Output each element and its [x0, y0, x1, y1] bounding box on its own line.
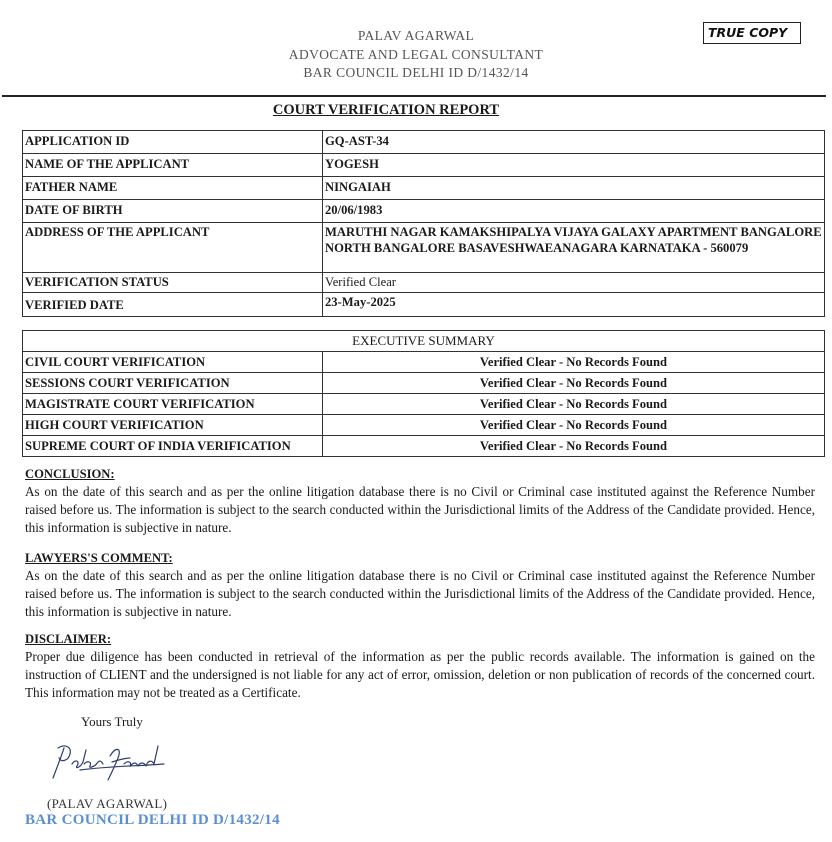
summary-result: Verified Clear - No Records Found	[323, 436, 825, 457]
table-row	[23, 436, 825, 457]
detail-label: VERIFIED DATE	[23, 293, 323, 317]
table-row	[23, 131, 825, 154]
report-title: COURT VERIFICATION REPORT	[272, 102, 500, 118]
summary-result: Verified Clear - No Records Found	[323, 373, 825, 394]
table-row	[23, 154, 825, 177]
advocate-designation: ADVOCATE AND LEGAL CONSULTANT	[288, 46, 544, 62]
table-row	[23, 373, 825, 394]
advocate-bar-id: BAR COUNCIL DELHI ID D/1432/14	[303, 65, 529, 80]
table-row	[23, 394, 825, 415]
detail-label: FATHER NAME	[23, 177, 323, 200]
detail-label: APPLICATION ID	[23, 131, 323, 154]
table-row	[23, 415, 825, 436]
summary-label: MAGISTRATE COURT VERIFICATION	[23, 394, 323, 415]
advocate-name: PALAV AGARWAL	[357, 28, 475, 43]
table-row	[23, 200, 825, 223]
disclaimer-section	[25, 630, 815, 702]
executive-summary-table	[22, 330, 825, 457]
table-row	[23, 352, 825, 373]
summary-result: Verified Clear - No Records Found	[323, 352, 825, 373]
summary-label: SESSIONS COURT VERIFICATION	[23, 373, 323, 394]
lawyers-comment-section	[25, 549, 815, 621]
detail-value: MARUTHI NAGAR KAMAKSHIPALYA VIJAYA GALAXY APARTMENT BANGALORE NORTH BANGALORE BASAVESHWAEANAGARA KARNATAKA - 560079	[323, 223, 825, 273]
summary-label: HIGH COURT VERIFICATION	[23, 415, 323, 436]
signatory-name: (PALAV AGARWAL)	[47, 796, 168, 811]
summary-result: Verified Clear - No Records Found	[323, 394, 825, 415]
detail-value: Verified Clear	[323, 273, 825, 293]
header-divider	[2, 95, 826, 97]
lawyers-comment-text: As on the date of this search and as per the online litigation database there is no Civil or Criminal case instituted against the Reference Number raised before us. The information is subject to the search conducted within the Jurisdictional limits of the Address of the Candidate provided. Hence, this information is subjective in nature.	[25, 568, 815, 619]
table-row	[23, 177, 825, 200]
disclaimer-text: Proper due diligence has been conducted in retrieval of the information as per the public records available. The information is gained on the instruction of CLIENT and the undersigned is not liable for any act of error, omission, deletion or non publication of records of the concerned court. This information may not be treated as a Certificate.	[25, 649, 815, 700]
conclusion-heading: CONCLUSION:	[25, 467, 115, 481]
detail-value: 23-May-2025	[323, 293, 825, 317]
disclaimer-heading: DISCLAIMER:	[25, 632, 112, 646]
closing-salutation: Yours Truly	[81, 714, 143, 729]
true-copy-stamp: TRUE COPY	[703, 22, 801, 44]
executive-summary-heading: EXECUTIVE SUMMARY	[23, 331, 825, 352]
handwritten-signature	[50, 736, 170, 786]
table-row	[23, 293, 825, 317]
detail-label: NAME OF THE APPLICANT	[23, 154, 323, 177]
detail-label: ADDRESS OF THE APPLICANT	[23, 223, 323, 273]
signatory-bar-id: BAR COUNCIL DELHI ID D/1432/14	[25, 812, 280, 828]
detail-value: GQ-AST-34	[323, 131, 825, 154]
table-row	[23, 331, 825, 352]
detail-value: 20/06/1983	[323, 200, 825, 223]
lawyers-comment-heading: LAWYERS'S COMMENT:	[25, 551, 173, 565]
table-row	[23, 223, 825, 273]
detail-value: YOGESH	[323, 154, 825, 177]
detail-label: VERIFICATION STATUS	[23, 273, 323, 293]
detail-value: NINGAIAH	[323, 177, 825, 200]
summary-label: CIVIL COURT VERIFICATION	[23, 352, 323, 373]
table-row	[23, 273, 825, 293]
summary-result: Verified Clear - No Records Found	[323, 415, 825, 436]
detail-label: DATE OF BIRTH	[23, 200, 323, 223]
conclusion-text: As on the date of this search and as per the online litigation database there is no Civil or Criminal case instituted against the Reference Number raised before us. The information is subject to the search conducted within the Jurisdictional limits of the Address of the Candidate provided. Hence, this information is subjective in nature.	[25, 484, 815, 535]
applicant-details-table	[22, 130, 825, 317]
summary-label: SUPREME COURT OF INDIA VERIFICATION	[23, 436, 323, 457]
conclusion-section	[25, 465, 815, 537]
